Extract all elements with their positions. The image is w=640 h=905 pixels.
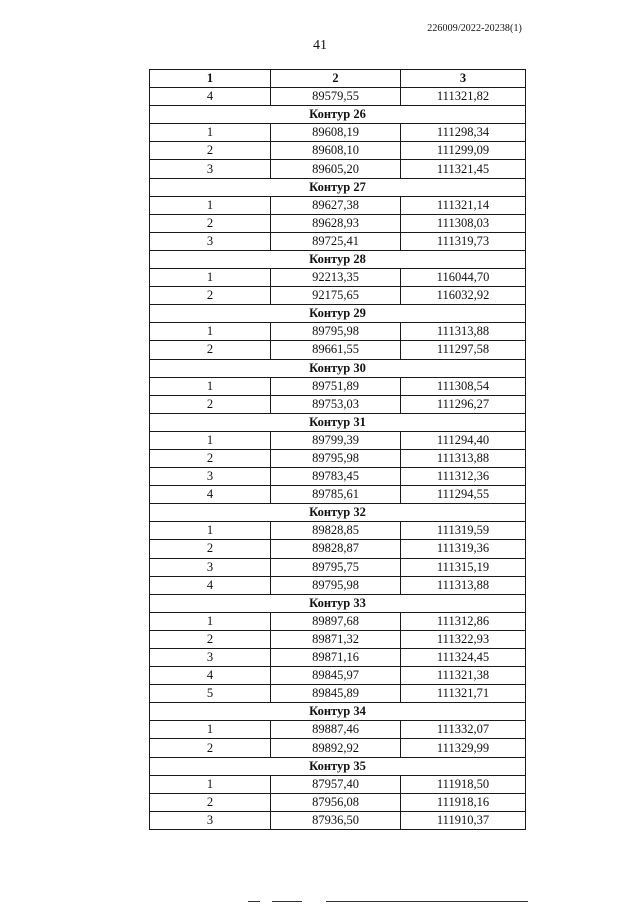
y-coordinate-cell: 111321,14 xyxy=(401,196,526,214)
y-coordinate-cell: 111312,86 xyxy=(401,612,526,630)
point-number-cell: 2 xyxy=(150,449,271,467)
section-label: Контур 28 xyxy=(150,250,526,268)
x-coordinate-cell: 89608,10 xyxy=(271,142,401,160)
table-row xyxy=(150,377,526,395)
table-row xyxy=(150,395,526,413)
x-coordinate-cell: 89799,39 xyxy=(271,431,401,449)
x-coordinate-cell: 89795,75 xyxy=(271,558,401,576)
point-number-cell: 2 xyxy=(150,287,271,305)
section-label: Контур 29 xyxy=(150,305,526,323)
table-row xyxy=(150,739,526,757)
footer-rule-left xyxy=(248,901,260,902)
table-row xyxy=(150,540,526,558)
x-coordinate-cell: 89892,92 xyxy=(271,739,401,757)
table-row xyxy=(150,558,526,576)
x-coordinate-cell: 89828,85 xyxy=(271,522,401,540)
y-coordinate-cell: 111308,54 xyxy=(401,377,526,395)
point-number-cell: 1 xyxy=(150,612,271,630)
header-cell-2: 2 xyxy=(271,70,401,88)
x-coordinate-cell: 89608,19 xyxy=(271,124,401,142)
x-coordinate-cell: 89785,61 xyxy=(271,486,401,504)
x-coordinate-cell: 89845,97 xyxy=(271,667,401,685)
footer-rule-middle xyxy=(272,901,302,902)
table-row xyxy=(150,124,526,142)
point-number-cell: 4 xyxy=(150,486,271,504)
table-row xyxy=(150,576,526,594)
section-row xyxy=(150,178,526,196)
point-number-cell: 1 xyxy=(150,323,271,341)
point-number-cell: 2 xyxy=(150,793,271,811)
y-coordinate-cell: 111910,37 xyxy=(401,811,526,829)
x-coordinate-cell: 89795,98 xyxy=(271,449,401,467)
y-coordinate-cell: 111308,03 xyxy=(401,214,526,232)
y-coordinate-cell: 111918,16 xyxy=(401,793,526,811)
section-label: Контур 33 xyxy=(150,594,526,612)
point-number-cell: 2 xyxy=(150,341,271,359)
table-row xyxy=(150,196,526,214)
table-row xyxy=(150,793,526,811)
y-coordinate-cell: 111329,99 xyxy=(401,739,526,757)
table-row xyxy=(150,468,526,486)
y-coordinate-cell: 111324,45 xyxy=(401,649,526,667)
y-coordinate-cell: 116044,70 xyxy=(401,269,526,287)
section-row xyxy=(150,413,526,431)
x-coordinate-cell: 89871,16 xyxy=(271,649,401,667)
y-coordinate-cell: 111322,93 xyxy=(401,630,526,648)
y-coordinate-cell: 111315,19 xyxy=(401,558,526,576)
footer-rule-right xyxy=(326,901,528,902)
section-label: Контур 31 xyxy=(150,413,526,431)
y-coordinate-cell: 111321,45 xyxy=(401,160,526,178)
y-coordinate-cell: 116032,92 xyxy=(401,287,526,305)
x-coordinate-cell: 89845,89 xyxy=(271,685,401,703)
point-number-cell: 5 xyxy=(150,685,271,703)
y-coordinate-cell: 111296,27 xyxy=(401,395,526,413)
header-cell-1: 1 xyxy=(150,70,271,88)
point-number-cell: 1 xyxy=(150,196,271,214)
table-row xyxy=(150,486,526,504)
table-header-row xyxy=(150,70,526,88)
page-number: 41 xyxy=(313,38,327,53)
section-row xyxy=(150,106,526,124)
x-coordinate-cell: 89753,03 xyxy=(271,395,401,413)
x-coordinate-cell: 87936,50 xyxy=(271,811,401,829)
table-row xyxy=(150,214,526,232)
table-row xyxy=(150,287,526,305)
y-coordinate-cell: 111332,07 xyxy=(401,721,526,739)
table-row xyxy=(150,721,526,739)
y-coordinate-cell: 111313,88 xyxy=(401,576,526,594)
x-coordinate-cell: 92175,65 xyxy=(271,287,401,305)
point-number-cell: 3 xyxy=(150,160,271,178)
y-coordinate-cell: 111299,09 xyxy=(401,142,526,160)
table-row xyxy=(150,269,526,287)
section-label: Контур 32 xyxy=(150,504,526,522)
coordinates-table xyxy=(149,69,526,830)
point-number-cell: 4 xyxy=(150,88,271,106)
table-row xyxy=(150,612,526,630)
section-row xyxy=(150,504,526,522)
table-row xyxy=(150,630,526,648)
y-coordinate-cell: 111298,34 xyxy=(401,124,526,142)
point-number-cell: 1 xyxy=(150,522,271,540)
section-label: Контур 35 xyxy=(150,757,526,775)
table-row xyxy=(150,775,526,793)
section-row xyxy=(150,757,526,775)
x-coordinate-cell: 87957,40 xyxy=(271,775,401,793)
table-row xyxy=(150,649,526,667)
x-coordinate-cell: 89627,38 xyxy=(271,196,401,214)
table-row xyxy=(150,323,526,341)
table-row xyxy=(150,142,526,160)
point-number-cell: 3 xyxy=(150,558,271,576)
point-number-cell: 1 xyxy=(150,269,271,287)
y-coordinate-cell: 111321,38 xyxy=(401,667,526,685)
x-coordinate-cell: 89871,32 xyxy=(271,630,401,648)
x-coordinate-cell: 89628,93 xyxy=(271,214,401,232)
x-coordinate-cell: 89579,55 xyxy=(271,88,401,106)
y-coordinate-cell: 111313,88 xyxy=(401,323,526,341)
x-coordinate-cell: 89897,68 xyxy=(271,612,401,630)
point-number-cell: 1 xyxy=(150,124,271,142)
table-row xyxy=(150,232,526,250)
document-number: 226009/2022-20238(1) xyxy=(427,23,522,34)
table-row xyxy=(150,685,526,703)
point-number-cell: 3 xyxy=(150,468,271,486)
y-coordinate-cell: 111294,55 xyxy=(401,486,526,504)
x-coordinate-cell: 89828,87 xyxy=(271,540,401,558)
x-coordinate-cell: 87956,08 xyxy=(271,793,401,811)
x-coordinate-cell: 89795,98 xyxy=(271,323,401,341)
y-coordinate-cell: 111321,82 xyxy=(401,88,526,106)
section-row xyxy=(150,305,526,323)
x-coordinate-cell: 89887,46 xyxy=(271,721,401,739)
point-number-cell: 2 xyxy=(150,395,271,413)
point-number-cell: 2 xyxy=(150,630,271,648)
point-number-cell: 1 xyxy=(150,775,271,793)
table-row xyxy=(150,341,526,359)
y-coordinate-cell: 111319,36 xyxy=(401,540,526,558)
point-number-cell: 4 xyxy=(150,667,271,685)
y-coordinate-cell: 111319,73 xyxy=(401,232,526,250)
y-coordinate-cell: 111294,40 xyxy=(401,431,526,449)
point-number-cell: 2 xyxy=(150,739,271,757)
table-row xyxy=(150,667,526,685)
point-number-cell: 4 xyxy=(150,576,271,594)
x-coordinate-cell: 89725,41 xyxy=(271,232,401,250)
x-coordinate-cell: 89783,45 xyxy=(271,468,401,486)
x-coordinate-cell: 89751,89 xyxy=(271,377,401,395)
point-number-cell: 2 xyxy=(150,142,271,160)
y-coordinate-cell: 111297,58 xyxy=(401,341,526,359)
table-row xyxy=(150,522,526,540)
section-label: Контур 34 xyxy=(150,703,526,721)
section-row xyxy=(150,594,526,612)
point-number-cell: 3 xyxy=(150,649,271,667)
x-coordinate-cell: 89795,98 xyxy=(271,576,401,594)
table-row xyxy=(150,88,526,106)
section-label: Контур 26 xyxy=(150,106,526,124)
point-number-cell: 3 xyxy=(150,811,271,829)
table-row xyxy=(150,449,526,467)
section-row xyxy=(150,250,526,268)
x-coordinate-cell: 89605,20 xyxy=(271,160,401,178)
section-label: Контур 30 xyxy=(150,359,526,377)
section-row xyxy=(150,359,526,377)
x-coordinate-cell: 92213,35 xyxy=(271,269,401,287)
point-number-cell: 1 xyxy=(150,721,271,739)
y-coordinate-cell: 111319,59 xyxy=(401,522,526,540)
point-number-cell: 1 xyxy=(150,431,271,449)
point-number-cell: 2 xyxy=(150,214,271,232)
point-number-cell: 2 xyxy=(150,540,271,558)
y-coordinate-cell: 111313,88 xyxy=(401,449,526,467)
y-coordinate-cell: 111312,36 xyxy=(401,468,526,486)
point-number-cell: 1 xyxy=(150,377,271,395)
table-row xyxy=(150,431,526,449)
section-row xyxy=(150,703,526,721)
header-cell-3: 3 xyxy=(401,70,526,88)
y-coordinate-cell: 111918,50 xyxy=(401,775,526,793)
table-row xyxy=(150,160,526,178)
x-coordinate-cell: 89661,55 xyxy=(271,341,401,359)
section-label: Контур 27 xyxy=(150,178,526,196)
y-coordinate-cell: 111321,71 xyxy=(401,685,526,703)
table-row xyxy=(150,811,526,829)
point-number-cell: 3 xyxy=(150,232,271,250)
